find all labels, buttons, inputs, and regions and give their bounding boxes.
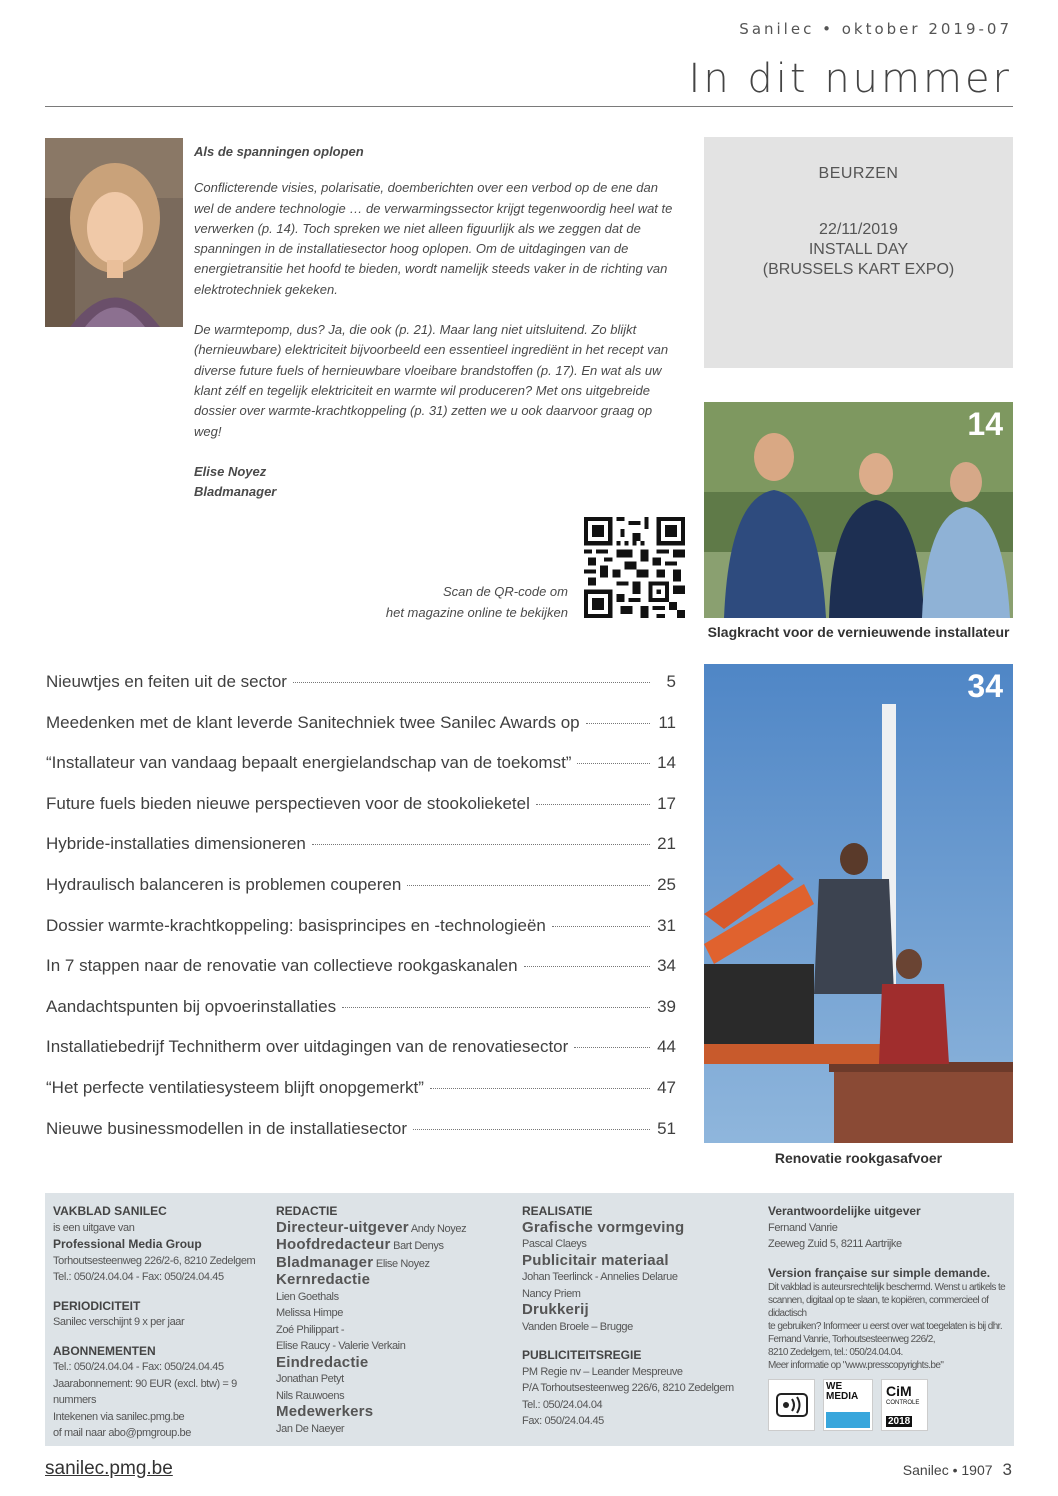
colophon-line: scannen, digitaal op te slaan, te kopiëren, commercieel of didactisch — [768, 1295, 989, 1319]
toc-leader — [577, 763, 650, 764]
feature-photo-installers[interactable] — [704, 402, 1013, 618]
colophon-role: Publicitair materiaal — [522, 1251, 669, 1269]
feature-page-number: 34 — [967, 668, 1003, 704]
toc-entry[interactable] — [46, 1119, 676, 1160]
colophon-line: Pascal Claeys — [522, 1238, 587, 1250]
toc-title: Hydraulisch balanceren is problemen couperen — [46, 874, 402, 894]
toc-leader — [430, 1088, 650, 1089]
toc-leader — [342, 1007, 650, 1008]
logo-text: 2018 — [888, 1416, 911, 1427]
toc-entry[interactable] — [46, 1078, 676, 1119]
toc-page: 34 — [657, 956, 676, 976]
issue-line: Sanilec • oktober 2019-07 — [739, 20, 1012, 38]
toc-entry[interactable] — [46, 834, 676, 875]
toc-entry[interactable] — [46, 875, 676, 916]
colophon-line: Sanilec verschijnt 9 x per jaar — [53, 1316, 185, 1328]
toc-page: 17 — [657, 793, 676, 813]
toc-title: Nieuwtjes en feiten uit de sector — [46, 672, 287, 691]
toc-entry[interactable] — [46, 713, 676, 754]
folio-label: Sanilec • 1907 — [902, 1462, 993, 1478]
toc-title: Installatiebedrijf Technitherm over uitdagingen van de renovatiesector — [46, 1037, 569, 1057]
colophon-line: Torhoutsesteenweg 226/2-6, 8210 Zedelgem — [53, 1254, 256, 1267]
toc-page: 25 — [657, 874, 676, 894]
fair-event: INSTALL DAY — [808, 241, 909, 258]
toc-entry[interactable] — [46, 1037, 676, 1078]
colophon-line: Jan De Naeyer — [276, 1422, 345, 1435]
colophon-line: Meer informatie op "www.presscopyrights.be" — [768, 1360, 944, 1371]
toc-title: Aandachtspunten bij opvoerinstallaties — [46, 996, 337, 1016]
partner-logos — [768, 1379, 928, 1431]
toc-title: “Het perfecte ventilatiesysteem blijft onopgemerkt” — [46, 1077, 424, 1097]
editorial — [194, 142, 680, 502]
we-media-logo — [823, 1379, 873, 1431]
toc-page: 21 — [657, 834, 676, 854]
folio — [903, 1460, 1012, 1480]
feature-caption: Renovatie rookgasafvoer — [774, 1150, 943, 1166]
colophon-line: P/A Torhoutsesteenweg 226/6, 8210 Zedelgem — [522, 1382, 734, 1394]
colophon-line: Zoé Philippart - — [276, 1323, 345, 1336]
toc-title: Dossier warmte-krachtkoppeling: basisprincipes en -technologieën — [46, 915, 546, 935]
colophon-label: REALISATIE — [522, 1204, 593, 1218]
toc-leader — [524, 966, 650, 967]
colophon-role: Medewerkers — [276, 1403, 374, 1420]
toc-title: Nieuwe businessmodellen in de installatiesector — [46, 1118, 407, 1138]
author-role: Bladmanager — [194, 484, 277, 500]
colophon — [45, 1193, 1014, 1446]
colophon-production — [522, 1203, 762, 1430]
colophon-line: Tel.: 050/24.04.04 - Fax: 050/24.04.45 — [53, 1271, 224, 1283]
toc-leader — [574, 1047, 650, 1048]
logo-text: MEDIA — [826, 1391, 859, 1402]
fair-venue: (BRUSSELS KART EXPO) — [762, 261, 955, 278]
editorial-paragraph: De warmtepomp, dus? Ja, die ook (p. 21). Maar lang niet uitsluitend. Zo blijkt (hernieuwbare) elektriciteit bijvoorbeeld een essentieel ingrediënt in het recept van diverse future fuels of hernieuwbare vloeibare brandstoffen (p. 17). En wat als uw klant zélf en tegelijk elektriciteit en warmte wil produceren? Met ons uitgebreide dossier over warmte-krachtkoppeling (p. 31) zetten we u ook daarvoor graag op weg! — [194, 322, 669, 439]
colophon-line: Elise Noyez — [375, 1257, 430, 1270]
toc-leader — [586, 723, 650, 724]
colophon-line: PM Regie nv – Leander Mespreuve — [522, 1365, 683, 1378]
colophon-line: is een uitgave van — [53, 1221, 135, 1234]
toc-entry[interactable] — [46, 916, 676, 957]
colophon-role: Drukkerij — [522, 1301, 589, 1318]
colophon-line: Intekenen via sanilec.pmg.be — [53, 1410, 185, 1423]
colophon-line: Nancy Priem — [522, 1287, 581, 1300]
qr-caption-line: Scan de QR-code om — [442, 584, 568, 599]
toc-title: “Installateur van vandaag bepaalt energielandschap van de toekomst” — [46, 753, 572, 773]
colophon-line: 8210 Zedelgem, tel.: 050/24.04.04. — [768, 1347, 903, 1358]
cim-logo — [881, 1379, 928, 1431]
colophon-label: REDACTIE — [276, 1204, 338, 1218]
fairs-heading: BEURZEN — [818, 165, 899, 182]
toc-page: 5 — [666, 672, 676, 691]
qr-caption — [328, 581, 568, 623]
toc-entry[interactable] — [46, 997, 676, 1038]
colophon-editorial-team — [276, 1203, 506, 1437]
colophon-label: PERIODICITEIT — [53, 1298, 141, 1313]
colophon-line: Vanden Broele – Brugge — [522, 1320, 633, 1333]
toc-title: Hybride-installaties dimensioneren — [46, 834, 306, 854]
colophon-line: Elise Raucy - Valerie Verkain — [276, 1340, 406, 1352]
colophon-label: Verantwoordelijke uitgever — [768, 1204, 921, 1218]
colophon-line: Nils Rauwoens — [276, 1389, 345, 1402]
colophon-line: Lien Goethals — [276, 1290, 339, 1303]
colophon-line: Tel.: 050/24.04.04 - Fax: 050/24.04.45 — [53, 1361, 224, 1373]
header-divider — [45, 106, 1013, 107]
toc-page: 14 — [657, 753, 676, 773]
colophon-role: Bladmanager — [276, 1253, 374, 1271]
colophon-role: Kernredactie — [276, 1271, 371, 1288]
qr-code[interactable] — [584, 517, 685, 618]
fair-date: 22/11/2019 — [819, 221, 898, 238]
toc-entry[interactable] — [46, 956, 676, 997]
toc-page: 44 — [657, 1037, 676, 1057]
toc-leader — [552, 926, 650, 927]
colophon-label: VAKBLAD SANILEC — [53, 1204, 167, 1218]
table-of-contents — [46, 672, 676, 1159]
page-number: 3 — [1002, 1460, 1012, 1479]
toc-page: 39 — [657, 996, 676, 1016]
colophon-line: Andy Noyez — [410, 1222, 467, 1235]
colophon-legal — [768, 1203, 1008, 1372]
toc-leader — [536, 804, 650, 805]
colophon-line: Johan Teerlinck - Annelies Delarue — [522, 1271, 678, 1283]
colophon-label: PUBLICITEITSREGIE — [522, 1348, 642, 1362]
toc-leader — [312, 844, 650, 845]
colophon-role: Grafische vormgeving — [522, 1218, 685, 1236]
colophon-label: Version française sur simple demande. — [768, 1265, 991, 1280]
toc-entry[interactable] — [46, 794, 676, 835]
toc-page: 31 — [657, 915, 676, 935]
logo-text: CONTROLE — [886, 1400, 920, 1406]
logo-text: WE — [826, 1381, 843, 1392]
toc-title: Meedenken met de klant leverde Sanitechniek twee Sanilec Awards op — [46, 712, 580, 732]
colophon-label: ABONNEMENTEN — [53, 1343, 156, 1358]
toc-page: 51 — [657, 1118, 676, 1138]
fairs-box — [704, 137, 1013, 368]
colophon-line: Bart Denys — [393, 1240, 444, 1252]
colophon-line: Professional Media Group — [53, 1237, 202, 1251]
colophon-role: Eindredactie — [276, 1353, 369, 1371]
colophon-line: Fernand Vanrie — [768, 1221, 838, 1234]
colophon-line: Zeeweg Zuid 5, 8211 Aartrijke — [768, 1238, 902, 1250]
toc-leader — [293, 682, 650, 683]
colophon-role: Directeur-uitgever — [276, 1218, 409, 1236]
colophon-line: Dit vakblad is auteursrechtelijk beschermd. Wenst u artikels te — [768, 1282, 1006, 1293]
toc-page: 11 — [658, 712, 676, 732]
toc-leader — [413, 1129, 650, 1130]
colophon-line: Jaarabonnement: 90 EUR (excl. btw) = 9 nummers — [53, 1377, 237, 1406]
toc-leader — [407, 885, 650, 886]
logo-text: CiM — [886, 1383, 912, 1399]
editor-portrait — [45, 138, 183, 327]
toc-title: In 7 stappen naar de renovatie van collectieve rookgaskanalen — [46, 956, 518, 976]
editorial-paragraph: Conflicterende visies, polarisatie, doemberichten over een verbod op de ene dan wel de andere technologie … de verwarmingssector krijgt tegenwoordig heel wat te verwerken (p. 14). Toch spreken we niet alleen figuurlijk als we zeggen dat de spanningen in de installatiesector hoog oplopen. Om de uitdagingen van de energietransitie het hoofd te bieden, wordt namelijk steeds vaker in de richting van elektrotechniek gekeken. — [194, 180, 673, 297]
feature-photo-chimney[interactable] — [704, 664, 1013, 1143]
feature-page-number: 14 — [967, 406, 1003, 442]
toc-page: 47 — [657, 1077, 676, 1097]
colophon-line: Fax: 050/24.04.45 — [522, 1415, 604, 1427]
feature-caption: Slagkracht voor de vernieuwende installateur — [707, 624, 1010, 640]
colophon-line: of mail naar abo@pmgroup.be — [53, 1427, 191, 1439]
toc-entry[interactable] — [46, 672, 676, 713]
toc-entry[interactable] — [46, 753, 676, 794]
website-link[interactable]: sanilec.pmg.be — [45, 1458, 173, 1479]
colophon-line: Jonathan Petyt — [276, 1373, 344, 1385]
editorial-title: Als de spanningen oplopen — [194, 144, 364, 159]
qr-caption-line: het magazine online te bekijken — [385, 605, 568, 620]
colophon-line: Melissa Himpe — [276, 1307, 343, 1319]
colophon-line: Fernand Vanrie, Torhoutsesteenweg 226/2, — [768, 1334, 935, 1345]
colophon-role: Hoofdredacteur — [276, 1236, 391, 1253]
colophon-line: te gebruiken? Informeer u eerst over wat toegelaten is bij dhr. — [768, 1321, 1003, 1332]
author-name: Elise Noyez — [194, 463, 267, 479]
colophon-line: Tel.: 050/24.04.04 — [522, 1398, 603, 1411]
toc-title: Future fuels bieden nieuwe perspectieven voor de stookolieketel — [46, 793, 530, 813]
page-title: In dit nummer — [688, 56, 1012, 102]
colophon-publisher — [53, 1203, 268, 1442]
press-copyrights-logo — [768, 1379, 815, 1431]
